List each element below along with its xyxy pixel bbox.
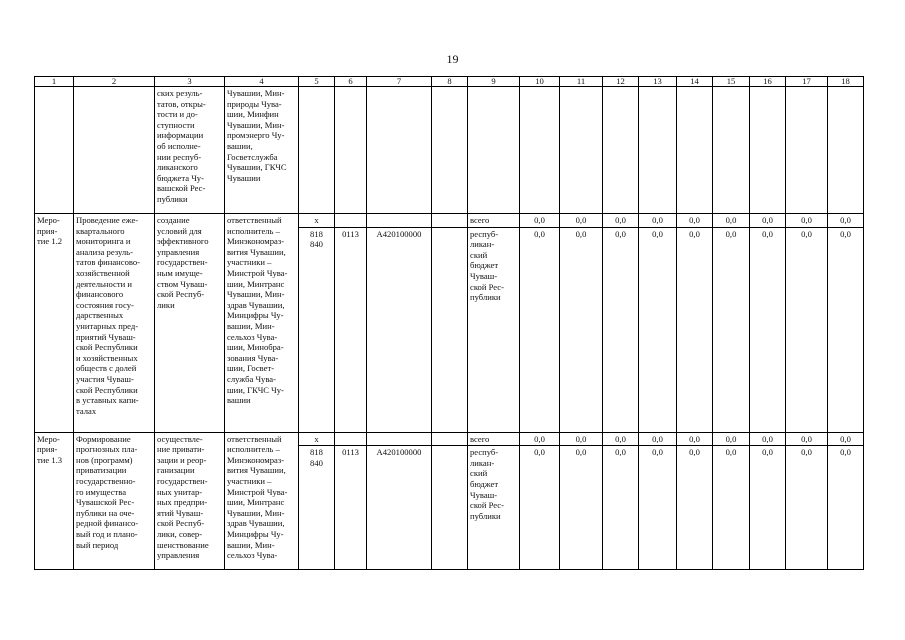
csr-cell: A420100000 xyxy=(367,227,432,432)
column-number: 18 xyxy=(828,77,864,87)
activity-goal: осуществле- ние привати- зации и реор- ганизации государствен- ных унитар- ных предпри- ятий Чуваш- ской Респуб- лики, совер- шенствование управления xyxy=(155,432,225,570)
activity-1-2-total-row xyxy=(35,214,864,228)
value-cell: 0,0 xyxy=(520,227,560,432)
vr-cell xyxy=(432,227,468,432)
column-number: 6 xyxy=(335,77,367,87)
value-cell: 0,0 xyxy=(520,446,560,570)
value-cell: 0,0 xyxy=(713,227,750,432)
empty-cell xyxy=(468,87,520,214)
value-cell: 0,0 xyxy=(639,446,677,570)
column-number: 9 xyxy=(468,77,520,87)
column-number: 5 xyxy=(299,77,335,87)
column-number: 2 xyxy=(74,77,155,87)
column-number: 4 xyxy=(225,77,299,87)
value-cell: 0,0 xyxy=(786,446,828,570)
value-cell: 0,0 xyxy=(639,214,677,228)
activity-goal: создание условий для эффективного управления государствен- ным имуще- ством Чуваш- ской Респуб- лики xyxy=(155,214,225,433)
grbs-cell: x xyxy=(299,214,335,228)
value-cell: 0,0 xyxy=(520,214,560,228)
empty-cell xyxy=(432,87,468,214)
empty-cell xyxy=(335,87,367,214)
executor-cell: Чувашии, Мин- природы Чува- шии, Минфин Чувашии, Мин- промэнерго Чу- вашии, Госветслужба Чувашии, ГКЧС Чувашии xyxy=(225,87,299,214)
value-cell: 0,0 xyxy=(828,446,864,570)
empty-cell xyxy=(520,87,560,214)
source-cell: всего xyxy=(468,432,520,446)
value-cell: 0,0 xyxy=(750,227,786,432)
value-cell: 0,0 xyxy=(828,227,864,432)
value-cell: 0,0 xyxy=(713,432,750,446)
source-cell: всего xyxy=(468,214,520,228)
activity-id: Меро- прия- тие 1.3 xyxy=(35,432,74,570)
column-number: 8 xyxy=(432,77,468,87)
csr-cell: A420100000 xyxy=(367,446,432,570)
value-cell: 0,0 xyxy=(560,227,603,432)
empty-cell xyxy=(35,87,74,214)
grbs-cell: 818 840 xyxy=(299,446,335,570)
continuation-row xyxy=(35,87,864,214)
activity-executor: ответственный исполнитель – Минэкономраз- вития Чувашии, участники – Минстрой Чува- шии, Минтранс Чувашии, Мин- здрав Чувашии, Минцифры Чу- вашии, Мин- сельхоз Чува- xyxy=(225,432,299,570)
activity-name: Формирование прогнозных пла- нов (программ) приватизации государственно- го имущества Чувашской Рес- публики на оче- редной финансо- вый год и плано- вый период xyxy=(74,432,155,570)
empty-cell xyxy=(560,87,603,214)
grbs-cell: 818 840 xyxy=(299,227,335,432)
empty-cell xyxy=(677,87,713,214)
empty-cell xyxy=(750,87,786,214)
column-number: 12 xyxy=(603,77,639,87)
value-cell: 0,0 xyxy=(786,432,828,446)
rz-cell: 0113 xyxy=(335,446,367,570)
source-cell: респуб- ликан- ский бюджет Чуваш- ской Рес- публики xyxy=(468,227,520,432)
value-cell: 0,0 xyxy=(677,432,713,446)
value-cell: 0,0 xyxy=(603,446,639,570)
value-cell: 0,0 xyxy=(677,227,713,432)
column-number: 13 xyxy=(639,77,677,87)
activity-1-3-total-row xyxy=(35,432,864,446)
page-number: 19 xyxy=(446,52,459,66)
value-cell: 0,0 xyxy=(677,446,713,570)
value-cell: 0,0 xyxy=(639,227,677,432)
column-number: 10 xyxy=(520,77,560,87)
vr-cell xyxy=(432,214,468,228)
value-cell: 0,0 xyxy=(713,446,750,570)
activity-id: Меро- прия- тие 1.2 xyxy=(35,214,74,433)
value-cell: 0,0 xyxy=(560,446,603,570)
value-cell: 0,0 xyxy=(828,214,864,228)
empty-cell xyxy=(713,87,750,214)
value-cell: 0,0 xyxy=(639,432,677,446)
column-number: 16 xyxy=(750,77,786,87)
empty-cell xyxy=(603,87,639,214)
source-cell: респуб- ликан- ский бюджет Чуваш- ской Рес- публики xyxy=(468,446,520,570)
goal-cell: ских резуль- татов, откры- тости и до- ступности информации об исполне- нии респуб- ликанского бюджета Чу- вашской Рес- публики xyxy=(155,87,225,214)
value-cell: 0,0 xyxy=(713,214,750,228)
column-number: 3 xyxy=(155,77,225,87)
csr-cell xyxy=(367,432,432,446)
value-cell: 0,0 xyxy=(677,214,713,228)
csr-cell xyxy=(367,214,432,228)
column-number-header-row xyxy=(35,77,864,87)
vr-cell xyxy=(432,432,468,446)
value-cell: 0,0 xyxy=(786,227,828,432)
empty-cell xyxy=(786,87,828,214)
value-cell: 0,0 xyxy=(603,214,639,228)
column-number: 1 xyxy=(35,77,74,87)
empty-cell xyxy=(299,87,335,214)
activity-executor: ответственный исполнитель – Минэкономраз- вития Чувашии, участники – Минстрой Чува- шии, Минтранс Чувашии, Мин- здрав Чувашии, Минцифры Чу- вашии, Мин- сельхоз Чува- шии, Минобра- зования Чува- шии, Госвет- служба Чува- шии, ГКЧС Чу- вашии xyxy=(225,214,299,433)
value-cell: 0,0 xyxy=(750,432,786,446)
empty-cell xyxy=(367,87,432,214)
value-cell: 0,0 xyxy=(520,432,560,446)
value-cell: 0,0 xyxy=(828,432,864,446)
column-number: 14 xyxy=(677,77,713,87)
value-cell: 0,0 xyxy=(603,227,639,432)
empty-cell xyxy=(639,87,677,214)
empty-cell xyxy=(828,87,864,214)
activity-name: Проведение еже- квартального мониторинга и анализа резуль- татов финансово- хозяйственной деятельности и финансового состояния госу- дарственных унитарных пред- приятий Чуваш- ской Республики и хозяйственных обществ с долей участия Чуваш- ской Республики в уставных капи- талах xyxy=(74,214,155,433)
value-cell: 0,0 xyxy=(560,432,603,446)
empty-cell xyxy=(74,87,155,214)
budget-table xyxy=(34,76,864,570)
value-cell: 0,0 xyxy=(750,214,786,228)
rz-cell xyxy=(335,214,367,228)
rz-cell xyxy=(335,432,367,446)
value-cell: 0,0 xyxy=(560,214,603,228)
vr-cell xyxy=(432,446,468,570)
column-number: 11 xyxy=(560,77,603,87)
column-number: 7 xyxy=(367,77,432,87)
grbs-cell: x xyxy=(299,432,335,446)
rz-cell: 0113 xyxy=(335,227,367,432)
value-cell: 0,0 xyxy=(786,214,828,228)
value-cell: 0,0 xyxy=(603,432,639,446)
value-cell: 0,0 xyxy=(750,446,786,570)
column-number: 17 xyxy=(786,77,828,87)
column-number: 15 xyxy=(713,77,750,87)
